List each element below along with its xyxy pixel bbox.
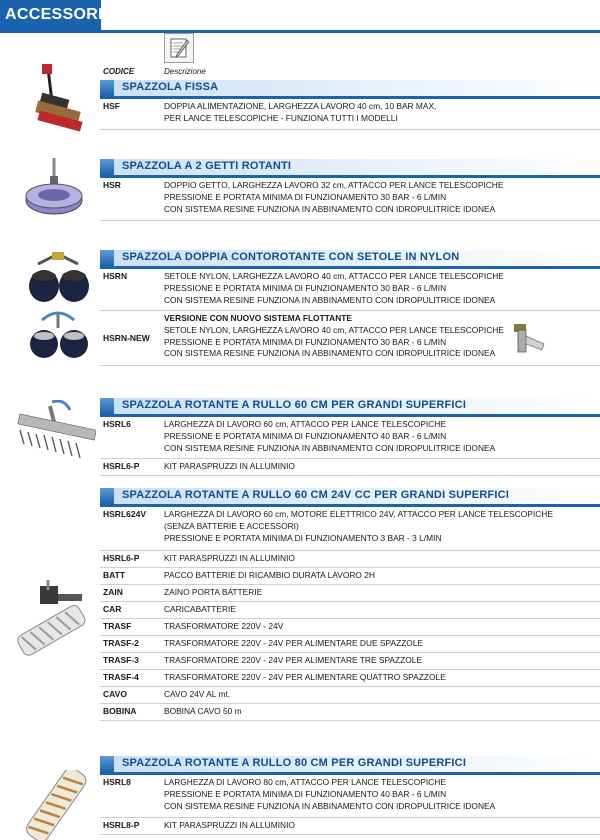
product-code: HSF: [103, 101, 120, 111]
roller-brush-60-image: [12, 400, 96, 460]
table-row: [100, 775, 600, 818]
product-description: LARGHEZZA DI LAVORO 60 cm, ATTACCO PER LANCE TELESCOPICHE PRESSIONE E PORTATA MINIMA DI FUNZIONAMENTO 40 BAR - 6 L/MIN CON SISTEMA RESINE FUNZIONA IN ABBINAMENTO CON IDROPULITRICE IDONEA: [164, 419, 496, 453]
table-row: [100, 687, 600, 704]
table-row: [100, 178, 600, 221]
product-code: HSRL8: [103, 777, 131, 787]
section-title: SPAZZOLA DOPPIA CONTOROTANTE CON SETOLE IN NYLON: [100, 250, 600, 269]
product-code: HSRL6-P: [103, 553, 140, 563]
table-row: [100, 636, 600, 653]
table-row: [100, 653, 600, 670]
section-title: SPAZZOLA ROTANTE A RULLO 60 CM 24V CC PER GRANDI SUPERFICI: [100, 488, 600, 507]
table-row: [100, 818, 600, 835]
fixed-brush-image: [22, 62, 92, 140]
table-row: [100, 585, 600, 602]
table-row: [100, 99, 600, 130]
roller-brush-80-image: [20, 770, 90, 840]
table-row: [100, 507, 600, 551]
table-row: [100, 417, 600, 459]
section-title: SPAZZOLA ROTANTE A RULLO 80 CM PER GRANDI SUPERFICI: [100, 756, 600, 775]
section-spazzola-fissa: [100, 80, 600, 130]
code-column-label: CODICE: [103, 67, 135, 76]
product-description: TRASFORMATORE 220V - 24V PER ALIMENTARE QUATTRO SPAZZOLE: [164, 672, 446, 682]
section-title: SPAZZOLA FISSA: [100, 80, 600, 99]
notepad-icon: [164, 33, 194, 63]
floating-joint-image: [508, 320, 548, 356]
page-title: ACCESSORI: [0, 0, 101, 30]
product-description: TRASFORMATORE 220V - 24V PER ALIMENTARE DUE SPAZZOLE: [164, 638, 424, 648]
table-row: [100, 551, 600, 568]
product-description: KIT PARASPRUZZI IN ALLUMINIO: [164, 820, 295, 830]
product-code: CAVO: [103, 689, 127, 699]
product-description: DOPPIA ALIMENTAZIONE, LARGHEZZA LAVORO 40 cm, 10 BAR MAX, PER LANCE TELESCOPICHE - FUNZIONA TUTTI I MODELLI: [164, 101, 437, 123]
product-code: CAR: [103, 604, 122, 614]
product-description: CARICABATTERIE: [164, 604, 236, 614]
product-code: HSRL6: [103, 419, 131, 429]
product-code: TRASF-3: [103, 655, 139, 665]
product-code: HSRL8-P: [103, 820, 140, 830]
product-description: SETOLE NYLON, LARGHEZZA LAVORO 40 cm, ATTACCO PER LANCE TELESCOPICHE PRESSIONE E PORTATA MINIMA DI FUNZIONAMENTO 30 BAR - 6 L/MIN CON SISTEMA RESINE FUNZIONA IN ABBINAMENTO CON IDROPULITRICE IDONEA: [164, 271, 504, 305]
product-description: KIT PARASPRUZZI IN ALLUMINIO: [164, 461, 295, 471]
product-code: HSRL624V: [103, 509, 146, 519]
product-description: DOPPIO GETTO, LARGHEZZA LAVORO 32 cm, ATTACCO PER LANCE TELESCOPICHE PRESSIONE E PORTATA MINIMA DI FUNZIONAMENTO 30 BAR - 6 L/MIN CON SISTEMA RESINE FUNZIONA IN ABBINAMENTO CON IDROPULITRICE IDONEA: [164, 180, 504, 214]
product-description: TRASFORMATORE 220V - 24V: [164, 621, 284, 631]
product-code: HSRN: [103, 271, 128, 281]
product-code: HSRL6-P: [103, 461, 140, 471]
product-code: BATT: [103, 570, 126, 580]
counter-rotating-brush-image: [28, 252, 90, 307]
product-description: LARGHEZZA DI LAVORO 60 cm, MOTORE ELETTRICO 24V, ATTACCO PER LANCE TELESCOPICHE (SENZA BATTERIE E ACCESSORI) PRESSIONE E PORTATA MINIMA DI FUNZIONAMENTO 3 BAR - 3 L/MIN: [164, 509, 553, 543]
floating-brush-image: [28, 310, 90, 362]
table-row: [100, 670, 600, 687]
product-code: TRASF: [103, 621, 132, 631]
table-row: [100, 602, 600, 619]
description-column-label: Descrizione: [164, 67, 206, 76]
product-code: HSRN-NEW: [103, 333, 150, 343]
product-description: BOBINA CAVO 50 m: [164, 706, 242, 716]
roller-brush-24v-image: [10, 580, 96, 660]
table-row: [100, 568, 600, 585]
product-description: PACCO BATTERIE DI RICAMBIO DURATA LAVORO 2H: [164, 570, 375, 580]
double-jet-brush-image: [24, 158, 88, 222]
product-description: ZAINO PORTA BATTERIE: [164, 587, 263, 597]
section-title: SPAZZOLA A 2 GETTI ROTANTI: [100, 159, 600, 178]
product-code: BOBINA: [103, 706, 137, 716]
table-row: [100, 459, 600, 476]
product-description: TRASFORMATORE 220V - 24V PER ALIMENTARE TRE SPAZZOLE: [164, 655, 422, 665]
section-title: SPAZZOLA ROTANTE A RULLO 60 CM PER GRANDI SUPERFICI: [100, 398, 600, 417]
product-code: TRASF-2: [103, 638, 139, 648]
section-rullo-60: [100, 398, 600, 476]
table-row: [100, 704, 600, 721]
section-rullo-80: [100, 756, 600, 835]
table-row: [100, 269, 600, 311]
product-description: LARGHEZZA DI LAVORO 80 cm, ATTACCO PER LANCE TELESCOPICHE PRESSIONE E PORTATA MINIMA DI FUNZIONAMENTO 40 BAR - 6 L/MIN CON SISTEMA RESINE FUNZIONA IN ABBINAMENTO CON IDROPULITRICE IDONEA: [164, 777, 496, 811]
section-spazzola-2-getti: [100, 159, 600, 221]
header-rule: [0, 30, 600, 33]
product-code: HSR: [103, 180, 121, 190]
product-description: VERSIONE CON NUOVO SISTEMA FLOTTANTE SETOLE NYLON, LARGHEZZA LAVORO 40 cm, ATTACCO PER LANCE TELESCOPICHE PRESSIONE E PORTATA MINIMA DI FUNZIONAMENTO 30 BAR - 6 L/MIN CON SISTEMA RESINE FUNZIONA IN ABBINAMENTO CON IDROPULITRICE IDONEA: [164, 313, 504, 359]
product-description: CAVO 24V AL mt.: [164, 689, 231, 699]
product-code: ZAIN: [103, 587, 123, 597]
section-rullo-60-24v: [100, 488, 600, 721]
product-code: TRASF-4: [103, 672, 139, 682]
product-description: KIT PARASPRUZZI IN ALLUMINIO: [164, 553, 295, 563]
table-row: [100, 619, 600, 636]
